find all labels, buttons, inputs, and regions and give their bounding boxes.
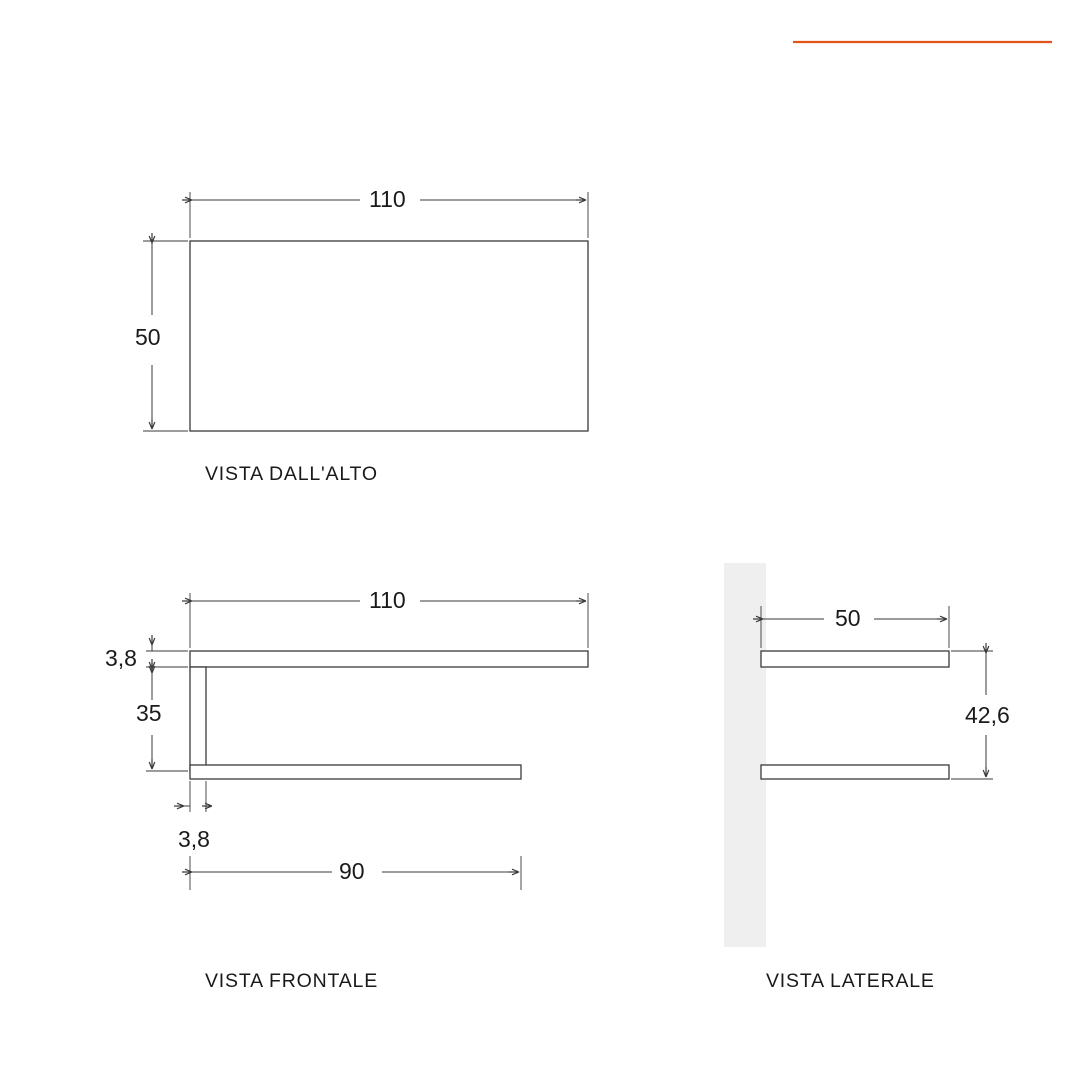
front-view-geometry	[190, 651, 588, 779]
dim-front-width: 110	[369, 587, 406, 613]
side-view-geometry	[761, 651, 949, 779]
top-view-geometry	[190, 241, 588, 431]
front-view-top-thickness-dimension	[146, 645, 188, 673]
view-title-side: VISTA LATERALE	[766, 970, 935, 992]
dim-front-inner-height: 35	[136, 700, 162, 726]
dim-side-depth: 50	[835, 605, 861, 631]
view-title-front: VISTA FRONTALE	[205, 970, 379, 992]
dim-top-depth: 50	[135, 324, 161, 350]
front-view-side-thickness-dimension	[184, 781, 212, 812]
side-view-wall	[724, 563, 766, 947]
dim-front-side-thickness: 3,8	[178, 826, 210, 852]
dim-side-height: 42,6	[965, 702, 1010, 728]
dim-top-width: 110	[369, 186, 406, 212]
view-title-top: VISTA DALL'ALTO	[205, 463, 378, 485]
dim-front-top-thickness: 3,8	[105, 645, 137, 671]
dim-front-bottom-width: 90	[339, 858, 365, 884]
